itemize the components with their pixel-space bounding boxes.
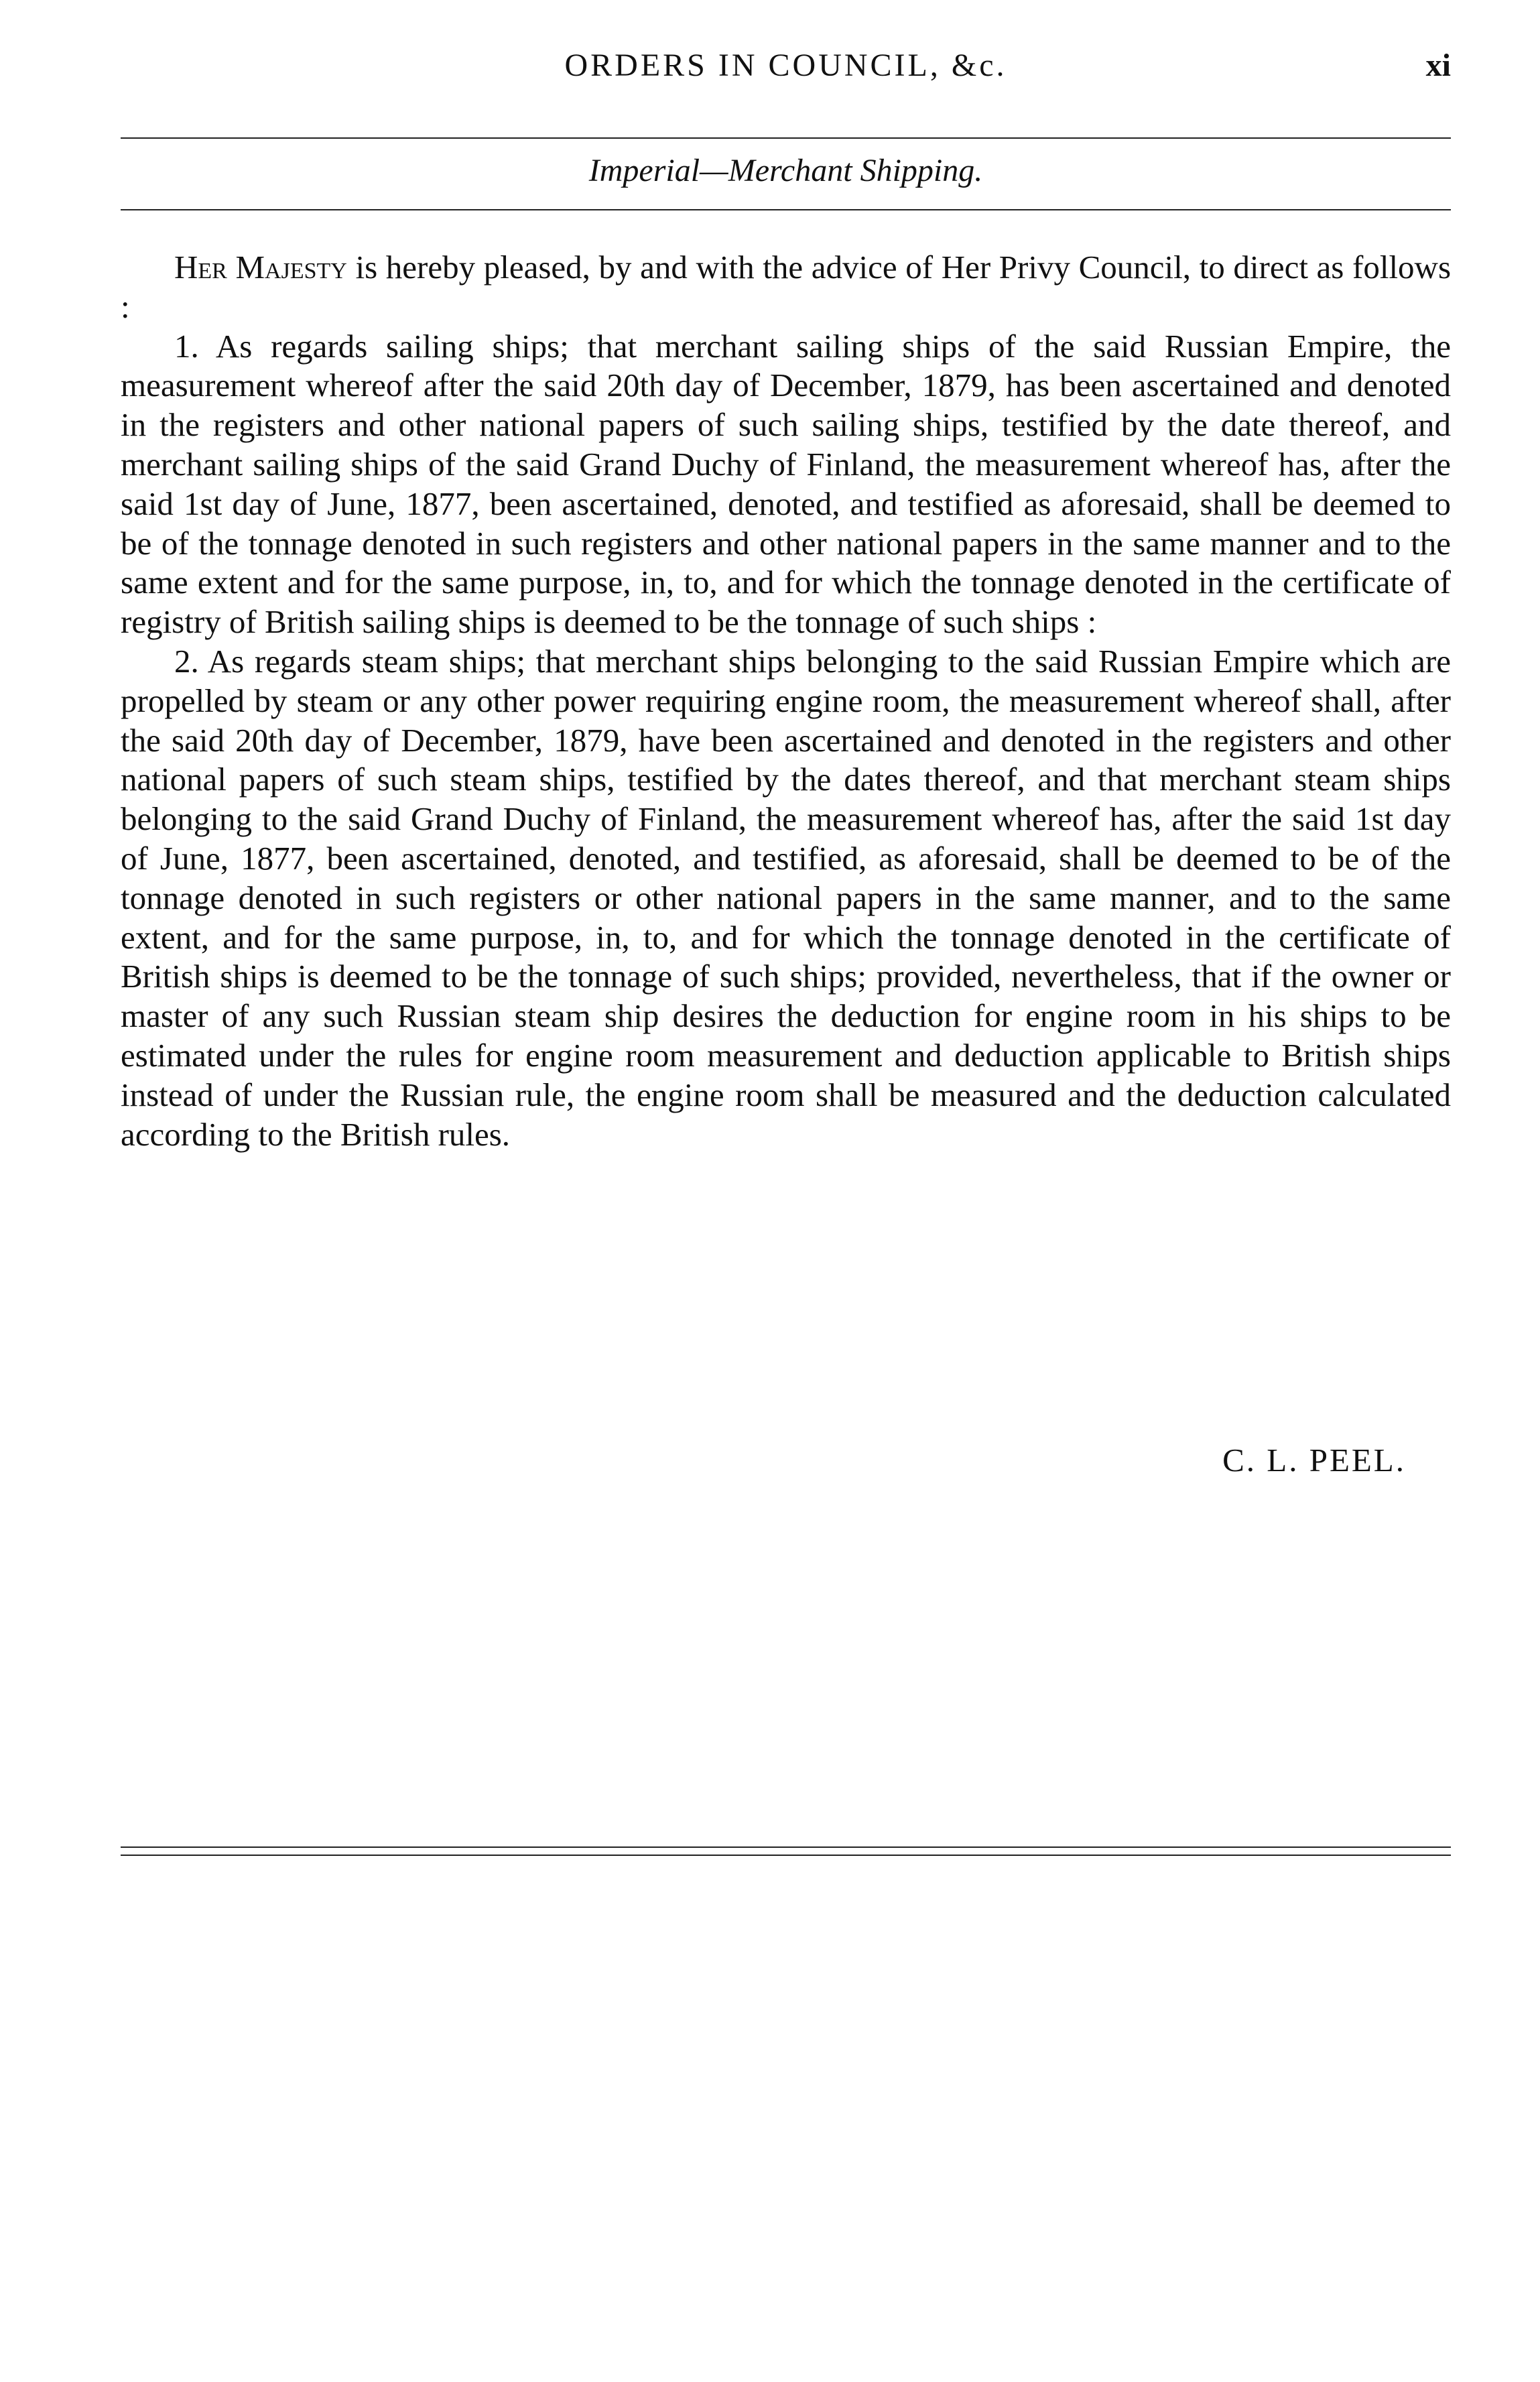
intro-lead-in: Her Majesty xyxy=(174,249,347,286)
intro-text: is hereby pleased, by and with the advice of Her Privy Council, to direct as follows : xyxy=(121,249,1452,325)
order-body xyxy=(121,248,1451,1154)
signature: C. L. PEEL. xyxy=(1222,1442,1406,1479)
page-number: xi xyxy=(1425,48,1451,83)
footer-double-rule xyxy=(121,1846,1451,1856)
clause-sailing-ships: 1. As regards sailing ships; that merchant sailing ships of the said Russian Empire, the measurement whereof after the said 20th day of December, 1879, has been ascertained and denoted in the registers and other national papers of such sailing ships, testified by the date thereof, and merchant sailing ships of the said Grand Duchy of Finland, the measurement whereof has, after the said 1st day of June, 1877, been ascertained, denoted, and testified as aforesaid, shall be deemed to be of the tonnage denoted in such registers and other national papers in the same manner and to the same extent and for the same purpose, in, to, and for which the tonnage denoted in the certificate of registry of British sailing ships is deemed to be the tonnage of such ships : xyxy=(121,327,1451,641)
section-subtitle: Imperial—Merchant Shipping. xyxy=(588,153,983,188)
subtitle-rule xyxy=(121,209,1451,210)
intro-paragraph xyxy=(121,248,1451,327)
running-title: ORDERS IN COUNCIL, &c. xyxy=(564,48,1007,83)
header-rule xyxy=(121,137,1451,139)
clause-steam-ships: 2. As regards steam ships; that merchant ships belonging to the said Russian Empire which are propelled by steam or any other power requiring engine room, the measurement whereof shall, after the said 20th day of December, 1879, have been ascertained and denoted in the registers and other national papers of such steam ships, testified by the dates thereof, and that merchant steam ships belonging to the said Grand Duchy of Finland, the measurement whereof has, after the said 1st day of June, 1877, been ascertained, denoted, and testified, as aforesaid, shall be deemed to be of the tonnage denoted in such registers or other national papers in the same manner, and to the same extent, and for the same purpose, in, to, and for which the tonnage denoted in the certificate of British ships is deemed to be the tonnage of such ships; provided, nevertheless, that if the owner or master of any such Russian steam ship desires the deduction for engine room in his ships to be estimated under the rules for engine room measurement and deduction applicable to British ships instead of under the Russian rule, the engine room shall be measured and the deduction calculated according to the British rules. xyxy=(121,642,1451,1153)
running-head xyxy=(121,47,1451,94)
